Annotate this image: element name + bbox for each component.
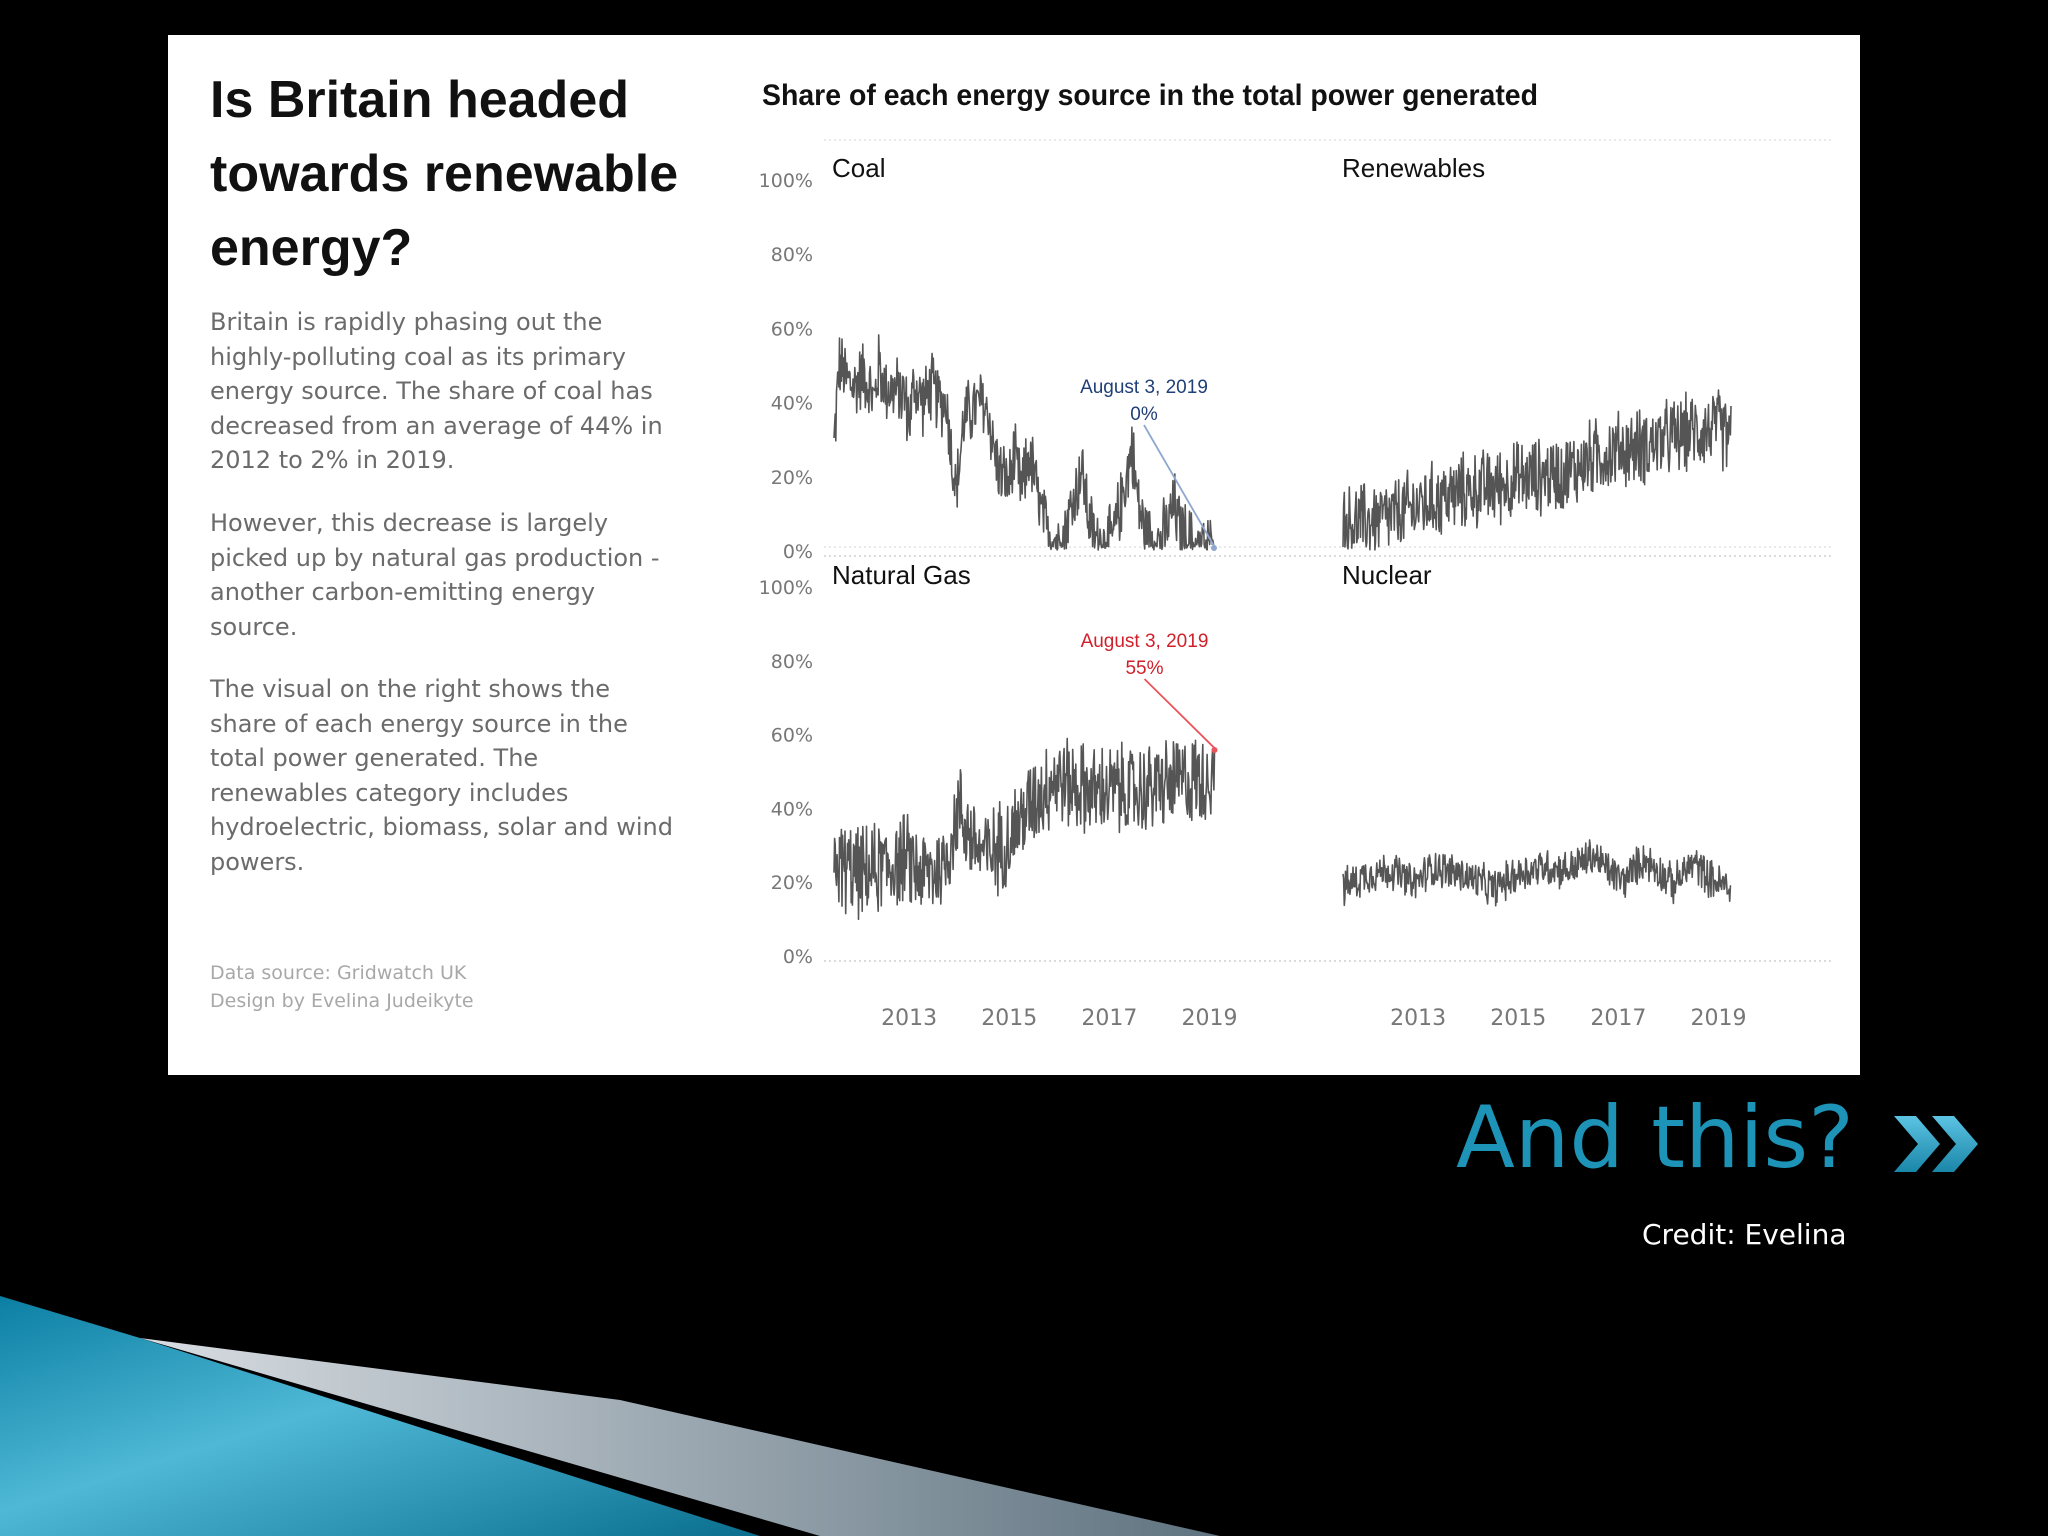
- x-tick-label: 2015: [1490, 1006, 1547, 1031]
- paragraph-visual: The visual on the right shows the share of each energy source in the total power generated. The renewables category includes hydroelectric, biomass, solar and wind powers.: [210, 675, 673, 876]
- annotation-arrowhead: [1211, 747, 1217, 753]
- slide-caption: And this?: [1456, 1088, 1854, 1188]
- annotation-label: 0%: [1130, 404, 1158, 425]
- x-tick-label: 2017: [1081, 1006, 1138, 1031]
- y-tick-label: 60%: [770, 318, 813, 341]
- infographic-headline: Is Britain headed towards renewable energy?: [210, 71, 679, 277]
- x-tick-label: 2019: [1690, 1006, 1747, 1031]
- x-tick-label: 2015: [981, 1006, 1038, 1031]
- annotation-label: August 3, 2019: [1080, 631, 1209, 652]
- chart-title: Share of each energy source in the total power generated: [762, 79, 1538, 112]
- annotation-arrow: [1144, 679, 1214, 748]
- paragraph-gas: However, this decrease is largely picked up by natural gas production - another carbon-emitting energy source.: [210, 509, 660, 641]
- y-tick-label: 0%: [782, 946, 813, 968]
- x-tick-label: 2013: [1390, 1006, 1447, 1031]
- x-tick-label: 2019: [1181, 1006, 1238, 1031]
- panel-label-coal: Coal: [832, 153, 886, 183]
- series-line-natural-gas: [834, 738, 1215, 919]
- y-tick-label: 20%: [770, 466, 813, 489]
- annotation-arrowhead: [1211, 545, 1217, 551]
- series-line-coal: [834, 335, 1214, 550]
- y-tick-label: 0%: [782, 541, 813, 563]
- panel-label-nuclear: Nuclear: [1342, 560, 1432, 590]
- y-tick-label: 100%: [758, 577, 813, 599]
- infographic-card: [168, 35, 1860, 1075]
- y-tick-label: 80%: [770, 244, 813, 267]
- data-source-line: Data source: Gridwatch UK: [210, 962, 467, 984]
- y-tick-label: 40%: [770, 798, 813, 821]
- panel-label-renewables: Renewables: [1342, 153, 1486, 183]
- y-tick-label: 40%: [770, 392, 813, 415]
- y-tick-label: 80%: [770, 650, 813, 673]
- y-tick-label: 100%: [758, 170, 813, 192]
- small-multiples-chart: [168, 35, 1860, 1075]
- designer-line: Design by Evelina Judeikyte: [210, 990, 474, 1012]
- y-tick-label: 20%: [770, 872, 813, 895]
- x-tick-label: 2017: [1590, 1006, 1647, 1031]
- x-tick-label: 2013: [881, 1006, 938, 1031]
- series-line-nuclear: [1343, 840, 1731, 906]
- panel-label-natural-gas: Natural Gas: [832, 560, 971, 590]
- annotation-label: 55%: [1125, 658, 1164, 679]
- annotation-arrow: [1144, 425, 1214, 546]
- annotation-label: August 3, 2019: [1080, 377, 1208, 398]
- paragraph-coal: Britain is rapidly phasing out the highly-polluting coal as its primary energy source. The share of coal has decreased from an average of 44% in 2012 to 2% in 2019.: [210, 308, 663, 474]
- series-line-renewables: [1343, 390, 1731, 550]
- slide-credit: Credit: Evelina: [1642, 1218, 1847, 1251]
- y-tick-label: 60%: [770, 724, 813, 747]
- double-chevron-right-icon[interactable]: [1894, 1112, 1984, 1176]
